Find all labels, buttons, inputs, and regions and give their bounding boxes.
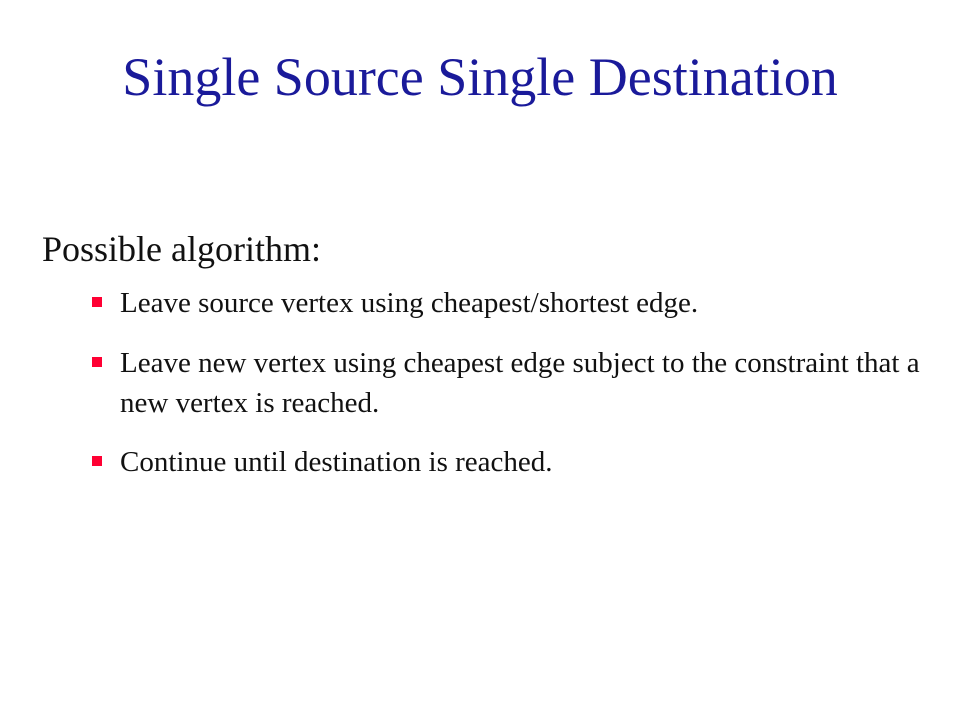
square-bullet-icon: [92, 357, 102, 367]
slide-title: Single Source Single Destination: [122, 47, 838, 107]
bullet-text: Leave source vertex using cheapest/shortest edge.: [120, 287, 699, 319]
bullet-text: Continue until destination is reached.: [120, 446, 553, 478]
intro-text: Possible algorithm:: [42, 229, 321, 269]
bullet-item: [92, 343, 920, 423]
bullet-text: Leave new vertex using cheapest edge subject to the constraint that a new vertex is reached.: [120, 347, 920, 419]
bullet-item: [92, 283, 912, 323]
square-bullet-icon: [92, 297, 102, 307]
square-bullet-icon: [92, 456, 102, 466]
bullet-item: [92, 442, 912, 482]
